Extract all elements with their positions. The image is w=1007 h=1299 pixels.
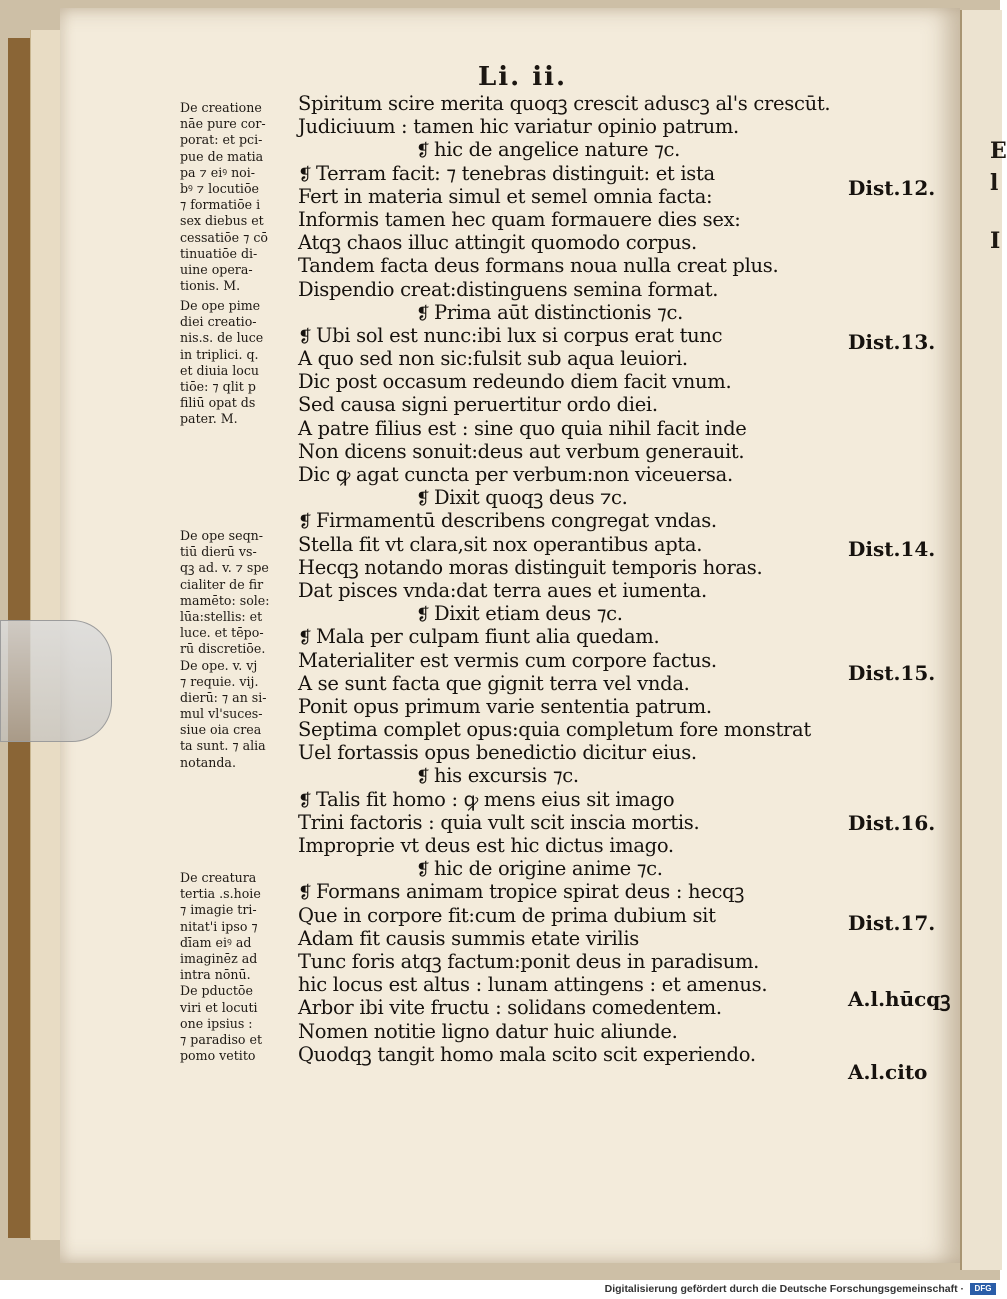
pilcrow-mark: ❡ xyxy=(298,164,312,185)
gloss-line: tiōe: ⁊ qlit p xyxy=(180,378,256,394)
section-incipit xyxy=(298,486,858,509)
line-text: Que in corpore fit:cum de prima dubium sit xyxy=(298,903,716,927)
page-marker-strip xyxy=(0,620,112,742)
verse-line xyxy=(298,927,858,950)
distinction-note: Dist.17. xyxy=(848,911,936,935)
gloss-line: pa ⁊ eiꝰ noi- xyxy=(180,164,256,180)
line-text: A se sunt facta que gignit terra vel vnda. xyxy=(298,671,690,695)
gloss-line: one ipsius : xyxy=(180,1015,253,1031)
distinction-note: Dist.14. xyxy=(848,537,936,561)
section-incipit xyxy=(298,301,858,324)
digitization-footer xyxy=(0,1280,1000,1299)
verse-line xyxy=(298,440,858,463)
facing-page-fragment: I xyxy=(990,228,1001,254)
verse-line xyxy=(298,393,858,416)
verse-line xyxy=(298,904,858,927)
verse-line xyxy=(298,1020,858,1043)
gloss-line: luce. et tēpo- xyxy=(180,625,264,641)
line-text: Dixit etiam deus ⁊c. xyxy=(433,602,623,626)
gloss-line: De ope. v. vj xyxy=(180,657,258,673)
gloss-line: tionis. M. xyxy=(180,278,241,294)
verse-line xyxy=(298,115,858,138)
line-text: Stella fit vt clara,sit nox operantibus apta. xyxy=(298,532,703,556)
gloss-line: cessatiōe ⁊ cō xyxy=(180,229,268,245)
gloss-line: De pductōe xyxy=(180,983,253,999)
line-text: Ponit opus primum varie sententia patrum. xyxy=(298,694,712,718)
line-text: hic locus est altus : lunam attingens : et amenus. xyxy=(298,973,768,997)
line-text: Talis fit homo : ꝙ mens eius sit imago xyxy=(315,787,675,811)
facing-page-fragment: l xyxy=(990,170,999,196)
pilcrow-mark: ❡ xyxy=(416,489,430,510)
line-text: Tunc foris atqꝫ factum:ponit deus in paradisum. xyxy=(298,949,760,973)
verse-line xyxy=(298,718,858,741)
gloss-line: bꝰ ⁊ locutiōe xyxy=(180,180,259,196)
line-text: Adam fit causis summis etate virilis xyxy=(298,926,639,950)
gloss-line: tertia .s.hoie xyxy=(180,886,261,902)
line-text: Mala per culpam fiunt alia quedam. xyxy=(315,625,660,649)
verse-line xyxy=(298,649,858,672)
line-text: Dic post occasum redeundo diem facit vnum. xyxy=(298,370,732,394)
gloss-line: De ope seqn- xyxy=(180,528,263,543)
line-text: Septima complet opus:quia completum fore monstrat xyxy=(298,718,811,742)
line-text: Spiritum scire merita quoqꝫ crescit aduscꝫ al's crescūt. xyxy=(298,92,831,115)
verse-line xyxy=(298,950,858,973)
facing-page-sliver xyxy=(960,10,1002,1270)
margin-gloss xyxy=(180,528,292,771)
pilcrow-mark: ❡ xyxy=(416,860,430,881)
verse-line xyxy=(298,811,858,834)
verse-line xyxy=(298,208,858,231)
pilcrow-mark: ❡ xyxy=(298,628,312,649)
gloss-line: dierū: ⁊ an si- xyxy=(180,689,267,705)
line-text: Judiciuum : tamen hic variatur opinio patrum. xyxy=(298,115,739,139)
line-text: A quo sed non sic:fulsit sub aqua leuiori. xyxy=(298,347,688,371)
verse-line xyxy=(298,254,858,277)
gloss-line: ⁊ paradiso et xyxy=(180,1031,263,1047)
line-text: Dixit quoqꝫ deus ⁊c. xyxy=(433,486,628,510)
line-text: Trini factoris : quia vult scit inscia mortis. xyxy=(298,810,700,834)
gloss-line: uine opera- xyxy=(180,261,253,277)
line-text: Materialiter est vermis cum corpore factus. xyxy=(298,648,717,672)
gloss-line: tinuatiōe di- xyxy=(180,245,258,261)
gloss-line: nāe pure cor- xyxy=(180,116,266,132)
line-text: Dat pisces vnda:dat terra aues et iumenta. xyxy=(298,578,707,602)
section-incipit xyxy=(298,764,858,787)
facing-page-fragment: E xyxy=(990,138,1007,164)
gloss-line: in triplici. q. xyxy=(180,346,259,362)
verse-line xyxy=(298,579,858,602)
line-text: Improprie vt deus est hic dictus imago. xyxy=(298,834,674,857)
line-text: Quodqꝫ tangit homo mala scito scit experiendo. xyxy=(298,1042,756,1066)
section-incipit xyxy=(298,857,858,880)
gloss-line: viri et locuti xyxy=(180,999,258,1015)
gloss-line: pue de matia xyxy=(180,148,264,164)
gloss-line: siue oia crea xyxy=(180,722,262,738)
pilcrow-mark: ❡ xyxy=(298,883,312,904)
line-text: Firmamentū describens congregat vndas. xyxy=(315,509,717,533)
gloss-line: De creatura xyxy=(180,870,257,885)
verse-line xyxy=(298,556,858,579)
verse-line xyxy=(298,324,858,347)
gloss-line: tiū dierū vs- xyxy=(180,544,257,560)
pilcrow-mark: ❡ xyxy=(298,326,312,347)
gloss-line: pater. M. xyxy=(180,411,238,427)
gloss-line: filiū opat ds xyxy=(180,395,256,411)
line-text: Fert in materia simul et semel omnia facta: xyxy=(298,184,713,208)
verse-line xyxy=(298,278,858,301)
verse-line xyxy=(298,185,858,208)
pilcrow-mark: ❡ xyxy=(416,303,430,324)
gloss-line: rū discretiōe. xyxy=(180,641,266,657)
margin-gloss xyxy=(180,100,292,294)
gloss-line: mul vl'suces- xyxy=(180,706,263,722)
verse-line xyxy=(298,996,858,1019)
gloss-line: dīam eiꝰ ad xyxy=(180,934,252,950)
line-text: Nomen notitie ligno datur huic aliunde. xyxy=(298,1019,678,1043)
distinction-note: Dist.12. xyxy=(848,176,936,200)
line-text: Tandem facta deus formans noua nulla creat plus. xyxy=(298,254,779,278)
verse-line xyxy=(298,672,858,695)
alt-reading-note: A.l.cito xyxy=(848,1060,928,1084)
verse-line xyxy=(298,834,858,857)
line-text: hic de origine anime ⁊c. xyxy=(433,857,663,881)
gloss-line: mamēto: sole: xyxy=(180,592,270,608)
line-text: Hecqꝫ notando moras distinguit temporis horas. xyxy=(298,555,763,579)
section-incipit xyxy=(298,602,858,625)
margin-gloss xyxy=(180,870,292,1064)
gloss-line: et diuia locu xyxy=(180,362,260,378)
line-text: Dispendio creat:distinguens semina format. xyxy=(298,277,719,301)
gloss-line: ⁊ requie. vij. xyxy=(180,673,259,689)
line-text: Uel fortassis opus benedictio dicitur eius. xyxy=(298,741,697,765)
line-text: Formans animam tropice spirat deus : hecqꝫ xyxy=(315,880,744,904)
pilcrow-mark: ❡ xyxy=(298,512,312,533)
line-text: hic de angelice nature ⁊c. xyxy=(433,138,681,162)
gloss-line: ⁊ imagie tri- xyxy=(180,902,257,918)
verse-line xyxy=(298,973,858,996)
verse-line xyxy=(298,1043,858,1066)
verse-line xyxy=(298,370,858,393)
gloss-line: nis.s. de luce xyxy=(180,330,264,346)
line-text: Arbor ibi vite fructu : solidans comedentem. xyxy=(298,996,722,1020)
line-text: A patre filius est : sine quo quia nihil facit inde xyxy=(298,416,747,440)
gloss-line: porat: et pci- xyxy=(180,132,263,148)
verse-line xyxy=(298,231,858,254)
pilcrow-mark: ❡ xyxy=(298,790,312,811)
line-text: Prima aūt distinctionis ⁊c. xyxy=(433,300,683,324)
gloss-line: ⁊ formatiōe i xyxy=(180,197,261,213)
distinction-note: Dist.16. xyxy=(848,811,936,835)
verse-line xyxy=(298,695,858,718)
gloss-line: lūa:stellis: et xyxy=(180,608,263,624)
gloss-line: notanda. xyxy=(180,754,236,770)
verse-line xyxy=(298,417,858,440)
verse-line xyxy=(298,509,858,532)
gloss-line: De ope pime xyxy=(180,298,261,313)
alt-reading-note: A.l.hūcqꝫ xyxy=(848,987,951,1011)
distinction-note: Dist.15. xyxy=(848,661,936,685)
gloss-line: qꝫ ad. v. ⁊ spe xyxy=(180,560,269,576)
gloss-line: imaginēz ad xyxy=(180,950,258,966)
distinction-note: Dist.13. xyxy=(848,330,936,354)
line-text: Atqꝫ chaos illuc attingit quomodo corpus. xyxy=(298,231,697,255)
gloss-line: diei creatio- xyxy=(180,314,257,330)
line-text: Informis tamen hec quam formauere dies sex: xyxy=(298,207,741,231)
verse-line xyxy=(298,463,858,486)
verse-line xyxy=(298,788,858,811)
gloss-line: ta sunt. ⁊ alia xyxy=(180,738,266,754)
pilcrow-mark: ❡ xyxy=(416,141,430,162)
margin-gloss xyxy=(180,298,292,428)
gloss-line: De creatione xyxy=(180,100,262,115)
verse-line xyxy=(298,880,858,903)
dfg-logo: DFG xyxy=(970,1283,996,1295)
line-text: Non dicens sonuit:deus aut verbum generauit. xyxy=(298,439,745,463)
footer-credit: Digitalisierung gefördert durch die Deutsche Forschungsgemeinschaft · xyxy=(604,1283,964,1295)
line-text: his excursis ⁊c. xyxy=(433,764,579,788)
verse-line xyxy=(298,347,858,370)
verse-line xyxy=(298,625,858,648)
gloss-line: intra nōnū. xyxy=(180,967,251,983)
line-text: Ubi sol est nunc:ibi lux si corpus erat tunc xyxy=(315,323,723,347)
page-header: Li. ii. xyxy=(478,62,568,92)
gloss-line: sex diebus et xyxy=(180,213,264,229)
line-text: Dic ꝙ agat cuncta per verbum:non viceuersa. xyxy=(298,463,733,486)
pilcrow-mark: ❡ xyxy=(416,767,430,788)
verse-line xyxy=(298,741,858,764)
section-incipit xyxy=(298,138,858,161)
gloss-line: nitat'i ipso ⁊ xyxy=(180,918,258,934)
verse-line xyxy=(298,92,858,115)
gloss-line: pomo vetito xyxy=(180,1048,256,1064)
pilcrow-mark: ❡ xyxy=(416,605,430,626)
main-text-column xyxy=(298,92,858,1066)
line-text: Terram facit: ⁊ tenebras distinguit: et ista xyxy=(315,161,715,185)
verse-line xyxy=(298,162,858,185)
line-text: Sed causa signi peruertitur ordo diei. xyxy=(298,393,658,417)
verse-line xyxy=(298,533,858,556)
gloss-line: cialiter de fir xyxy=(180,576,264,592)
